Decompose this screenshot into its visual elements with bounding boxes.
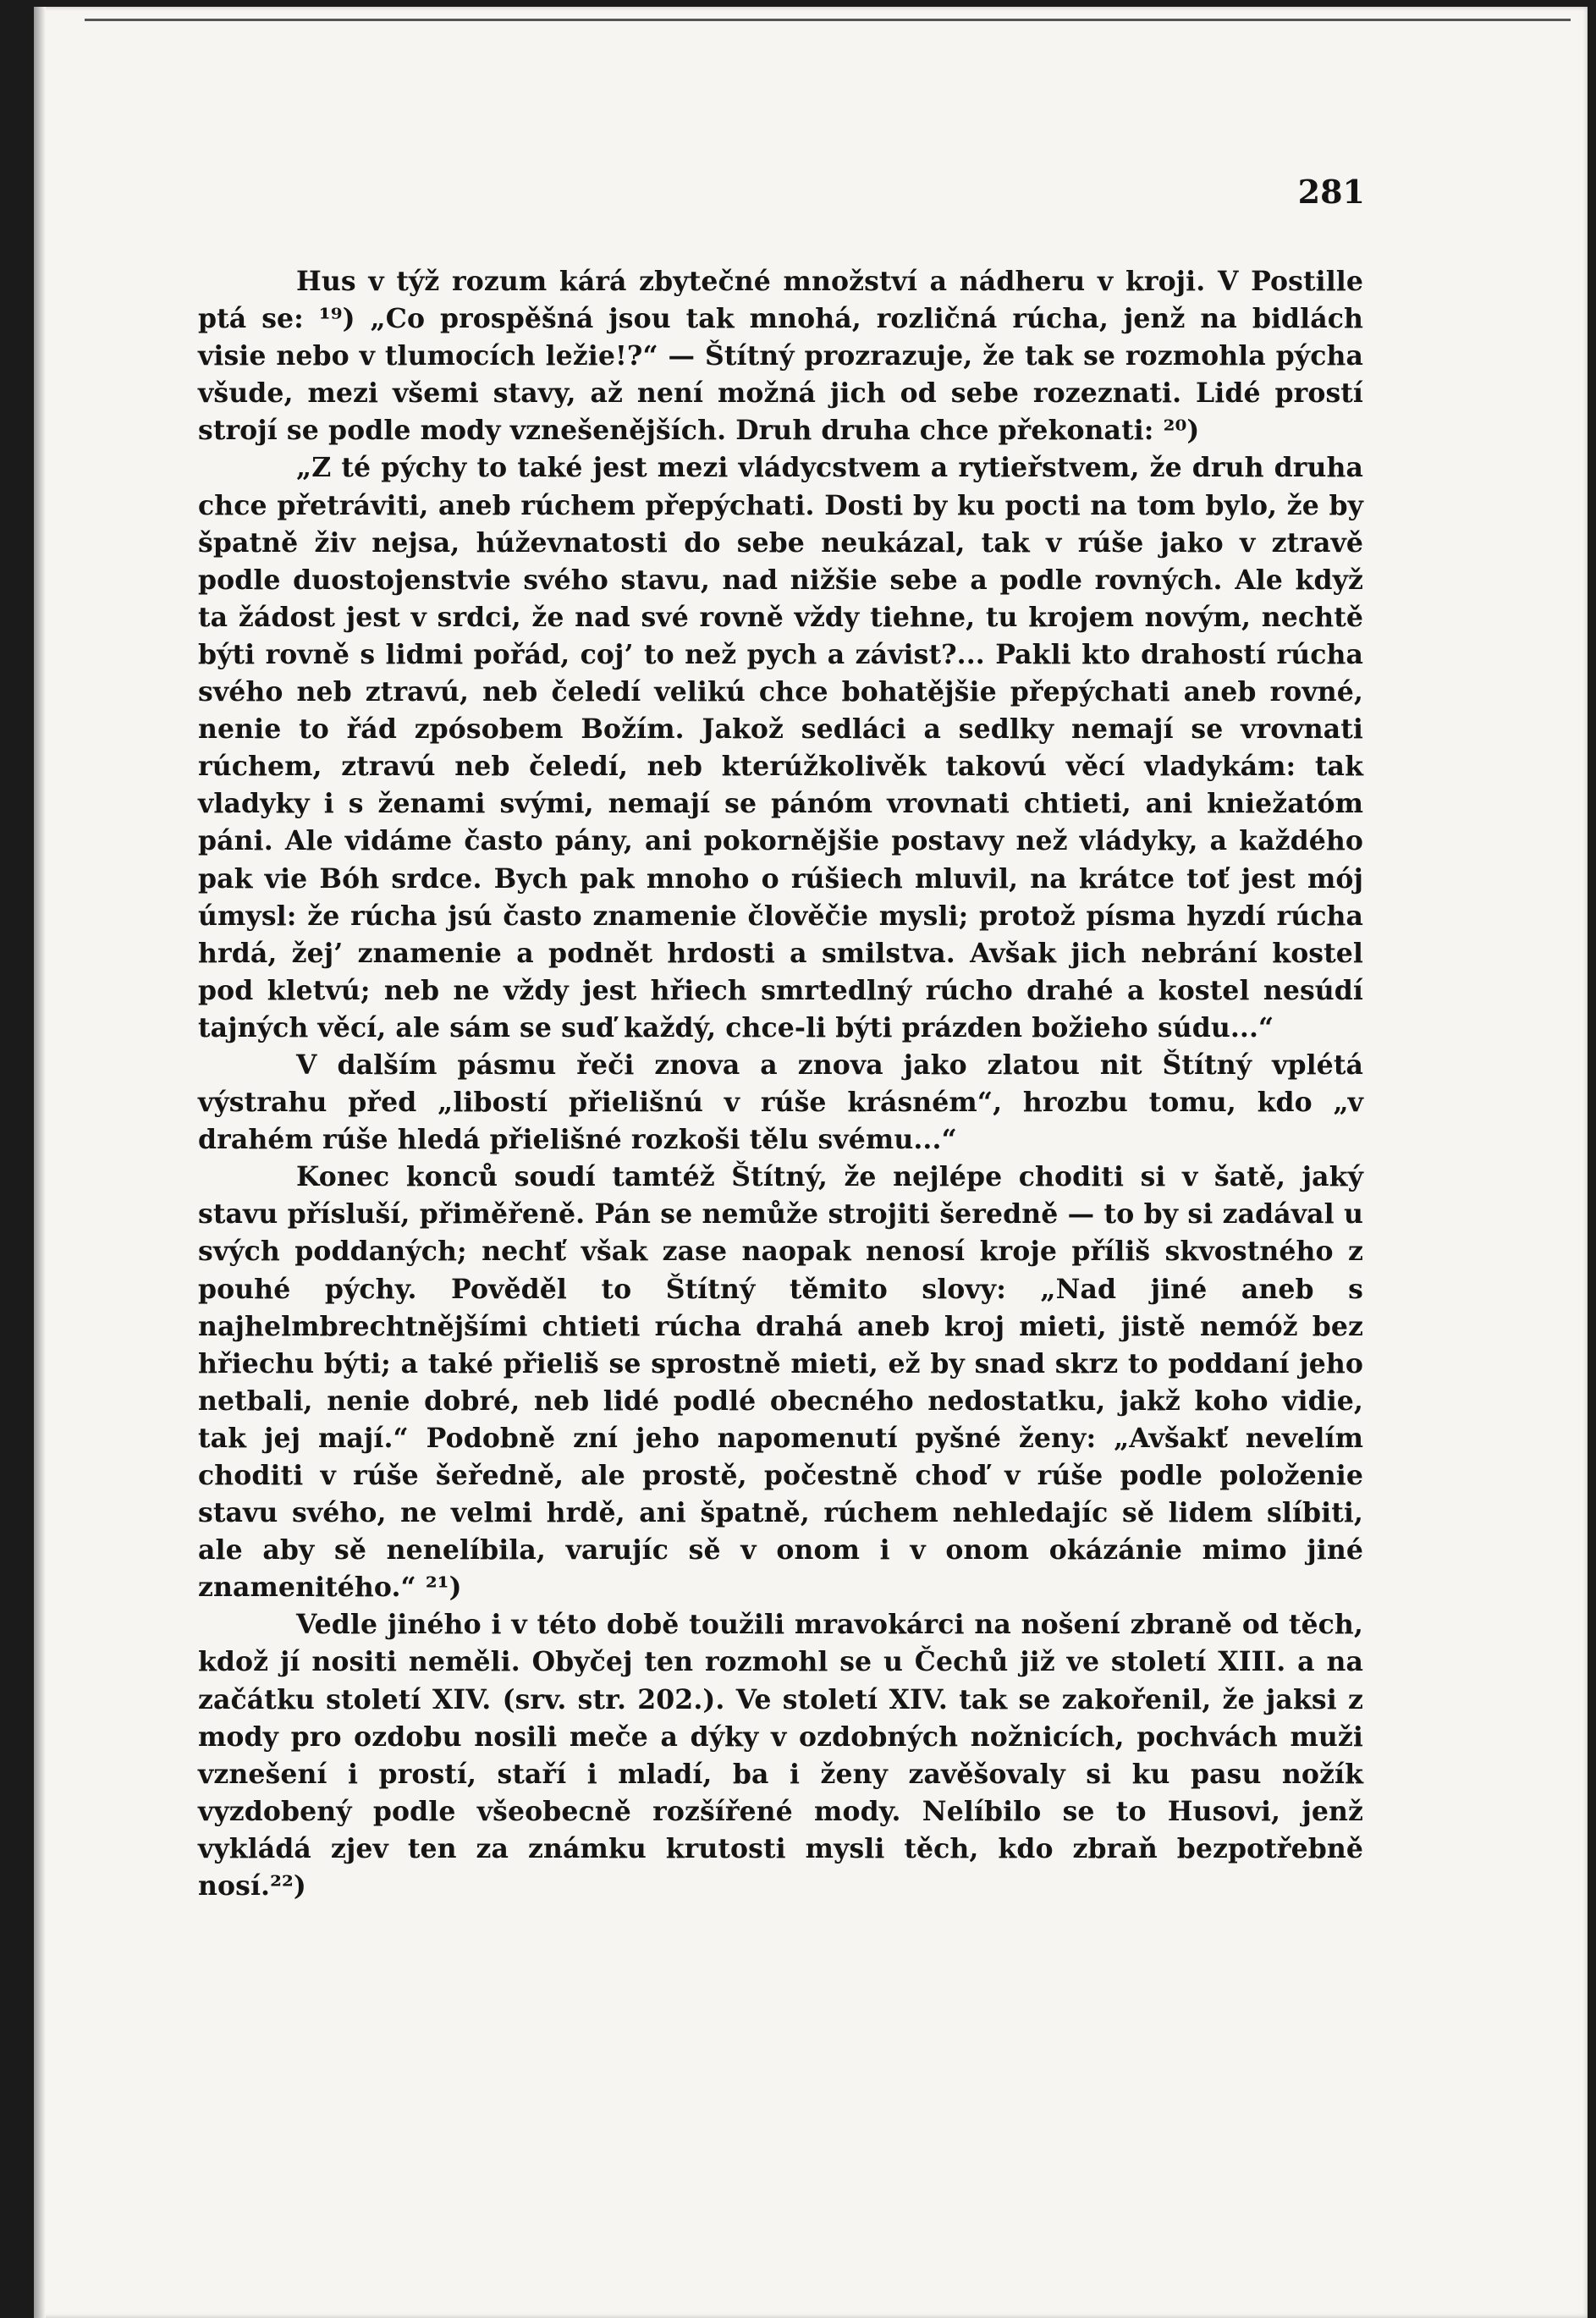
paragraph-vystraha: V dalším pásmu řeči znova a znova jako zlatou nit Štítný vplétá výstrahu před „libostí přielišnú v rúše krásném“, hrozbu tomu, kdo „v drahém rúše hledá přielišné rozkoši tělu svému...“ (198, 1049, 1363, 1156)
paragraph-konec-koncu: Konec konců soudí tamtéž Štítný, že nejlépe choditi si v šatě, jaký stavu přísluší, přiměřeně. Pán se nemůže strojiti šeredně — to by si zadával u svých poddaných; nechť však zase naopak nenosí kroje příliš skvostného z pouhé pýchy. Pověděl to Štítný těmito slovy: „Nad jiné aneb s najhelmbrechtnějšími chtieti rúcha drahá aneb kroj mieti, jistě nemóž bez hřiechu býti; a také přieliš se sprostně mieti, ež by snad skrz to poddaní jeho netbali, nenie dobré, neb lidé podlé obecného nedostatku, jakž koho vidie, tak jej mají.“ Podobně zní jeho napomenutí pyšné ženy: „Avšakť nevelím choditi v rúše šeředně, ale prostě, počestně choď v rúše podle položenie stavu svého, ne velmi hrdě, ani špatně, rúchem nehledajíc sě lidem slíbiti, ale aby sě nenelíbila, varujíc sě v onom i v onom okázánie mimo jiné znamenitého.“ ²¹) (198, 1161, 1363, 1604)
page-edge-shadow (34, 7, 46, 2318)
top-rule (85, 19, 1571, 21)
book-page (34, 7, 1588, 2318)
paragraph-hus-postille: Hus v týž rozum kárá zbytečné množství a nádheru v kroji. V Postille ptá se: ¹⁹) „Co prospěšná jsou tak mnohá, rozličná rúcha, jenž na bidlách visie nebo v tlumocích ležie!?“ — Štítný prozrazuje, že tak se rozmohla pýcha všude, mezi všemi stavy, až není možná jich od sebe rozeznati. Lidé prostí strojí se podle mody vznešenějších. Druh druha chce překonati: ²⁰) (198, 266, 1363, 447)
body-text (198, 263, 1363, 1905)
page-number: 281 (1297, 173, 1365, 211)
paragraph-noseni-zbrane: Vedle jiného i v této době toužili mravokárci na nošení zbraně od těch, kdož jí nositi neměli. Obyčej ten rozmohl se u Čechů již ve století XIII. a na začátku století XIV. (srv. str. 202.). Ve století XIV. tak se zakořenil, že jaksi z mody pro ozdobu nosili meče a dýky v ozdobných nožnicích, pochvách muži vznešení i prostí, staří i mladí, ba i ženy zavěšovaly si ku pasu nožík vyzdobený podle všeobecně rozšířené mody. Nelíbilo se to Husovi, jenž vykládá zjev ten za známku krutosti mysli těch, kdo zbraň bezpotřebně nosí.²²) (198, 1609, 1363, 1902)
quote-stitny-pycha: „Z té pýchy to také jest mezi vládycstvem a rytieřstvem, že druh druha chce přetráviti, aneb rúchem přepýchati. Dosti by ku pocti na tom bylo, že by špatně živ nejsa, húževnatosti do sebe neukázal, tak v rúše jako v ztravě podle duostojenstvie svého stavu, nad nižšie sebe a podle rovných. Ale když ta žádost jest v srdci, že nad své rovně vždy tiehne, tu krojem novým, nechtě býti rovně s lidmi pořád, coj’ to než pych a závist?... Pakli kto drahostí rúcha svého neb ztravú, neb čeledí velikú chce bohatějšie přepýchati aneb rovné, nenie to řád zpósobem Božím. Jakož sedláci a sedlky nemají se vrovnati rúchem, ztravú neb čeledí, neb kterúžkolivěk takovú věcí vladykám: tak vladyky i s ženami svými, nemají se pánóm vrovnati chtieti, ani kniežatóm páni. Ale vidáme často pány, ani pokornějšie postavy než vládyky, a každého pak vie Bóh srdce. Bych pak mnoho o rúšiech mluvil, na krátce toť jest mój úmysl: že rúcha jsú často znamenie člověčie mysli; protož písma hyzdí rúcha hrdá, žej’ znamenie a podnět hrdosti a smilstva. Avšak jich nebrání kostel pod kletvú; neb ne vždy jest hřiech smrtedlný rúcho drahé a kostel nesúdí tajných věcí, ale sám se suď každý, chce-li býti prázden božieho súdu...“ (198, 452, 1363, 1043)
